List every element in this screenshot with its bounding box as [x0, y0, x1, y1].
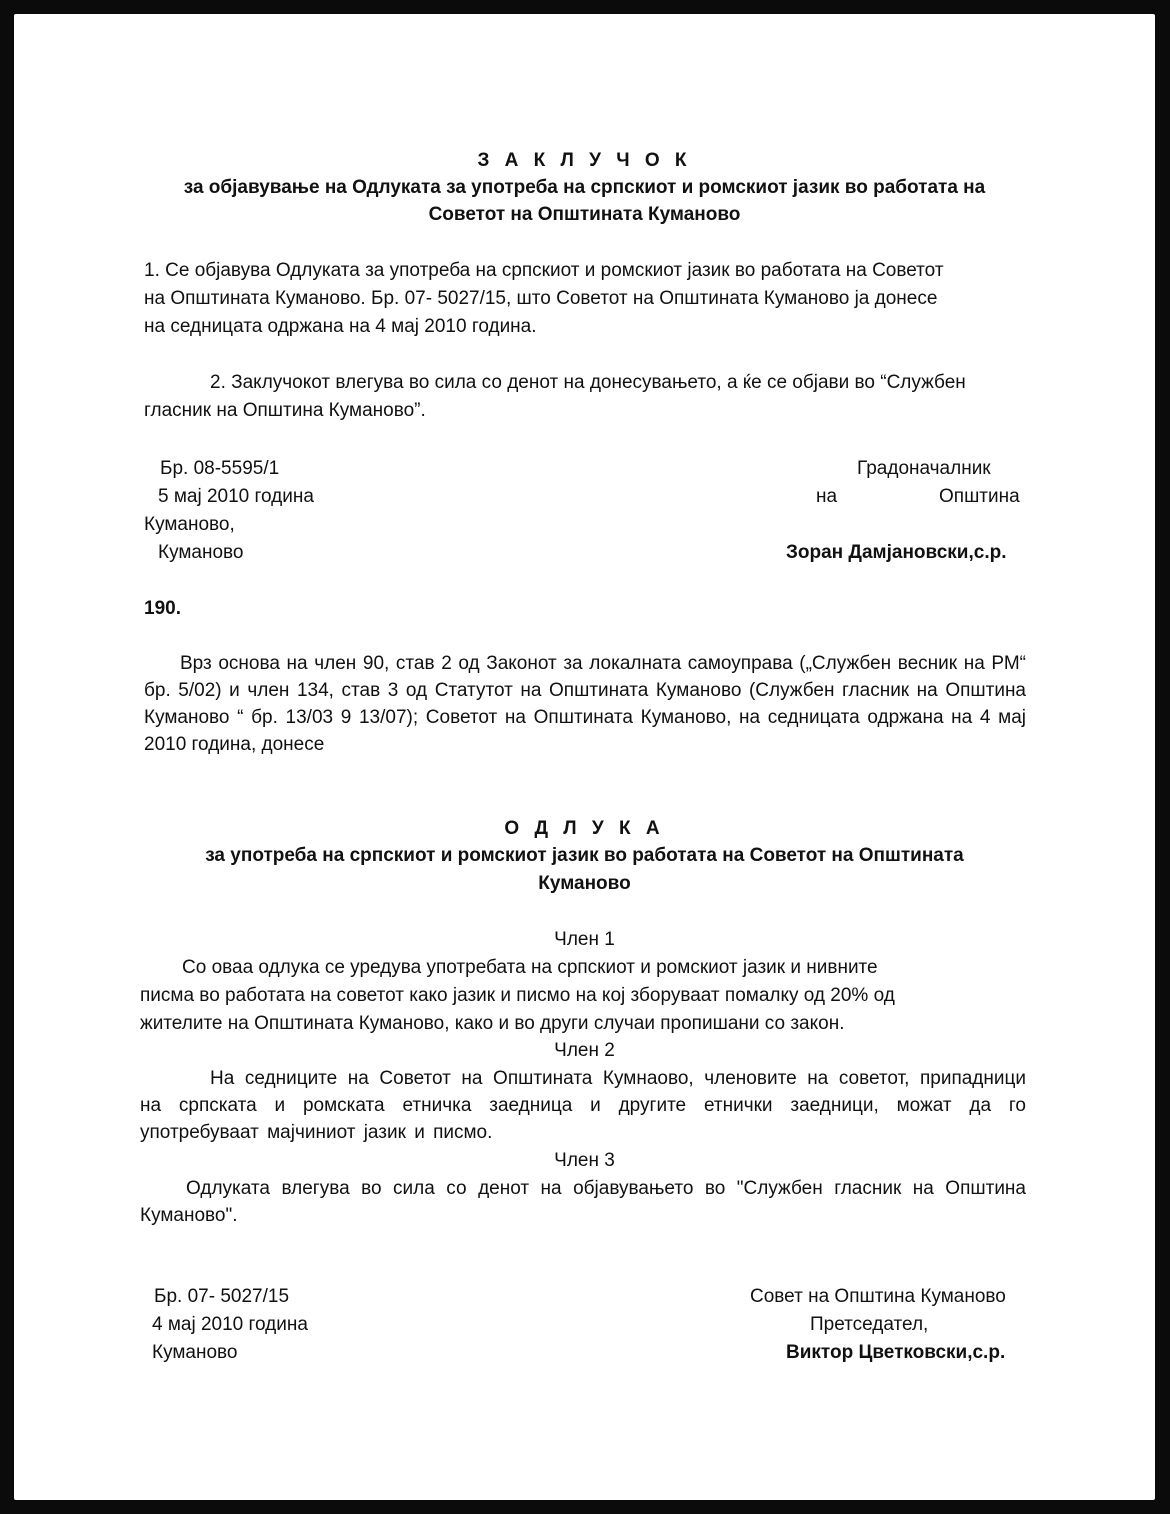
odluka-title: О Д Л У К А [504, 818, 665, 839]
odluka-subtitle-line1: за употреба на српскиот и ромскиот јазик во работата на Советот на Општината [205, 845, 964, 866]
entry-number: 190. [144, 598, 181, 619]
odluka-number: Бр. 07- 5027/15 [154, 1286, 290, 1307]
zakluchok-subtitle-line1: за објавување на Одлуката за употреба на српскиот и ромскиот јазик во работата на [183, 177, 986, 198]
zakluchok-subtitle-line2: Советот на Општината Куманово [428, 204, 741, 225]
zakluchok-item1-line3: на седницата одржана на 4 мај 2010 година. [144, 316, 537, 337]
zakluchok-signer-na: на [816, 486, 838, 507]
article1-line2: писма во работата на советот како јазик и писмо на кој зборуваат помалку од 20% од [140, 985, 895, 1006]
odluka-chair-title: Претседател, [810, 1314, 929, 1335]
preamble: Врз основа на член 90, став 2 од Законот за локалната самоуправа („Службен весник на РМ“ бр. 5/02) и член 134, став 3 од Статутот на Општината Куманово (Службен гласник на Општина Куманово “ бр. 13/03 9 13/07); Советот на Општината Куманово, на седницата одржана на 4 мај 2010 година, донесе [144, 653, 1026, 755]
zakluchok-signer-title: Градоначалник [857, 458, 991, 479]
zakluchok-title: З А К Л У Ч О К [477, 150, 692, 171]
article2-heading: Член 2 [554, 1040, 615, 1061]
zakluchok-place-line2: Куманово [158, 542, 244, 563]
zakluchok-item1-line2: на Општината Куманово. Бр. 07- 5027/15, што Советот на Општината Куманово ја донесе [144, 288, 938, 309]
zakluchok-date: 5 мај 2010 година [158, 486, 314, 507]
odluka-date: 4 мај 2010 година [152, 1314, 308, 1335]
zakluchok-signer-opstina: Општина [939, 486, 1020, 507]
zakluchok-place-line1: Куманово, [144, 514, 235, 535]
document-page [14, 14, 1155, 1500]
zakluchok-signer-name: Зоран Дамјановски,с.р. [786, 542, 1007, 563]
odluka-council: Совет на Општина Куманово [750, 1286, 1006, 1307]
zakluchok-number: Бр. 08-5595/1 [160, 458, 280, 479]
article3-text: Одлуката влегува во сила со денот на објавувањето во "Службен гласник на Општина Куманово". [140, 1178, 1026, 1226]
zakluchok-item2-line1: 2. Заклучокот влегува во сила со денот на донесувањето, а ќе се објави во “Службен [210, 372, 966, 393]
article1-line3: жителите на Општината Куманово, како и во други случаи пропишани со закон. [140, 1013, 845, 1034]
article3-heading: Член 3 [554, 1150, 615, 1171]
zakluchok-item1-line1: 1. Се објавува Одлуката за употреба на српскиот и ромскиот јазик во работата на Советот [144, 260, 944, 281]
article1-line1: Со оваа одлука се уредува употребата на српскиот и ромскиот јазик и нивните [182, 957, 878, 978]
odluka-place: Куманово [152, 1342, 238, 1363]
zakluchok-item2-line2: гласник на Општина Куманово”. [144, 400, 426, 421]
article2-text: На седниците на Советот на Општината Кумнаово, членовите на советот, припадници на српската и ромската етничка заедница и другите етнички заедници, можат да го употребуваат мајчиниот јазик и писмо. [140, 1068, 1026, 1143]
article1-heading: Член 1 [554, 929, 615, 950]
odluka-chair-name: Виктор Цветковски,с.р. [786, 1342, 1006, 1363]
odluka-subtitle-line2: Куманово [538, 873, 631, 894]
